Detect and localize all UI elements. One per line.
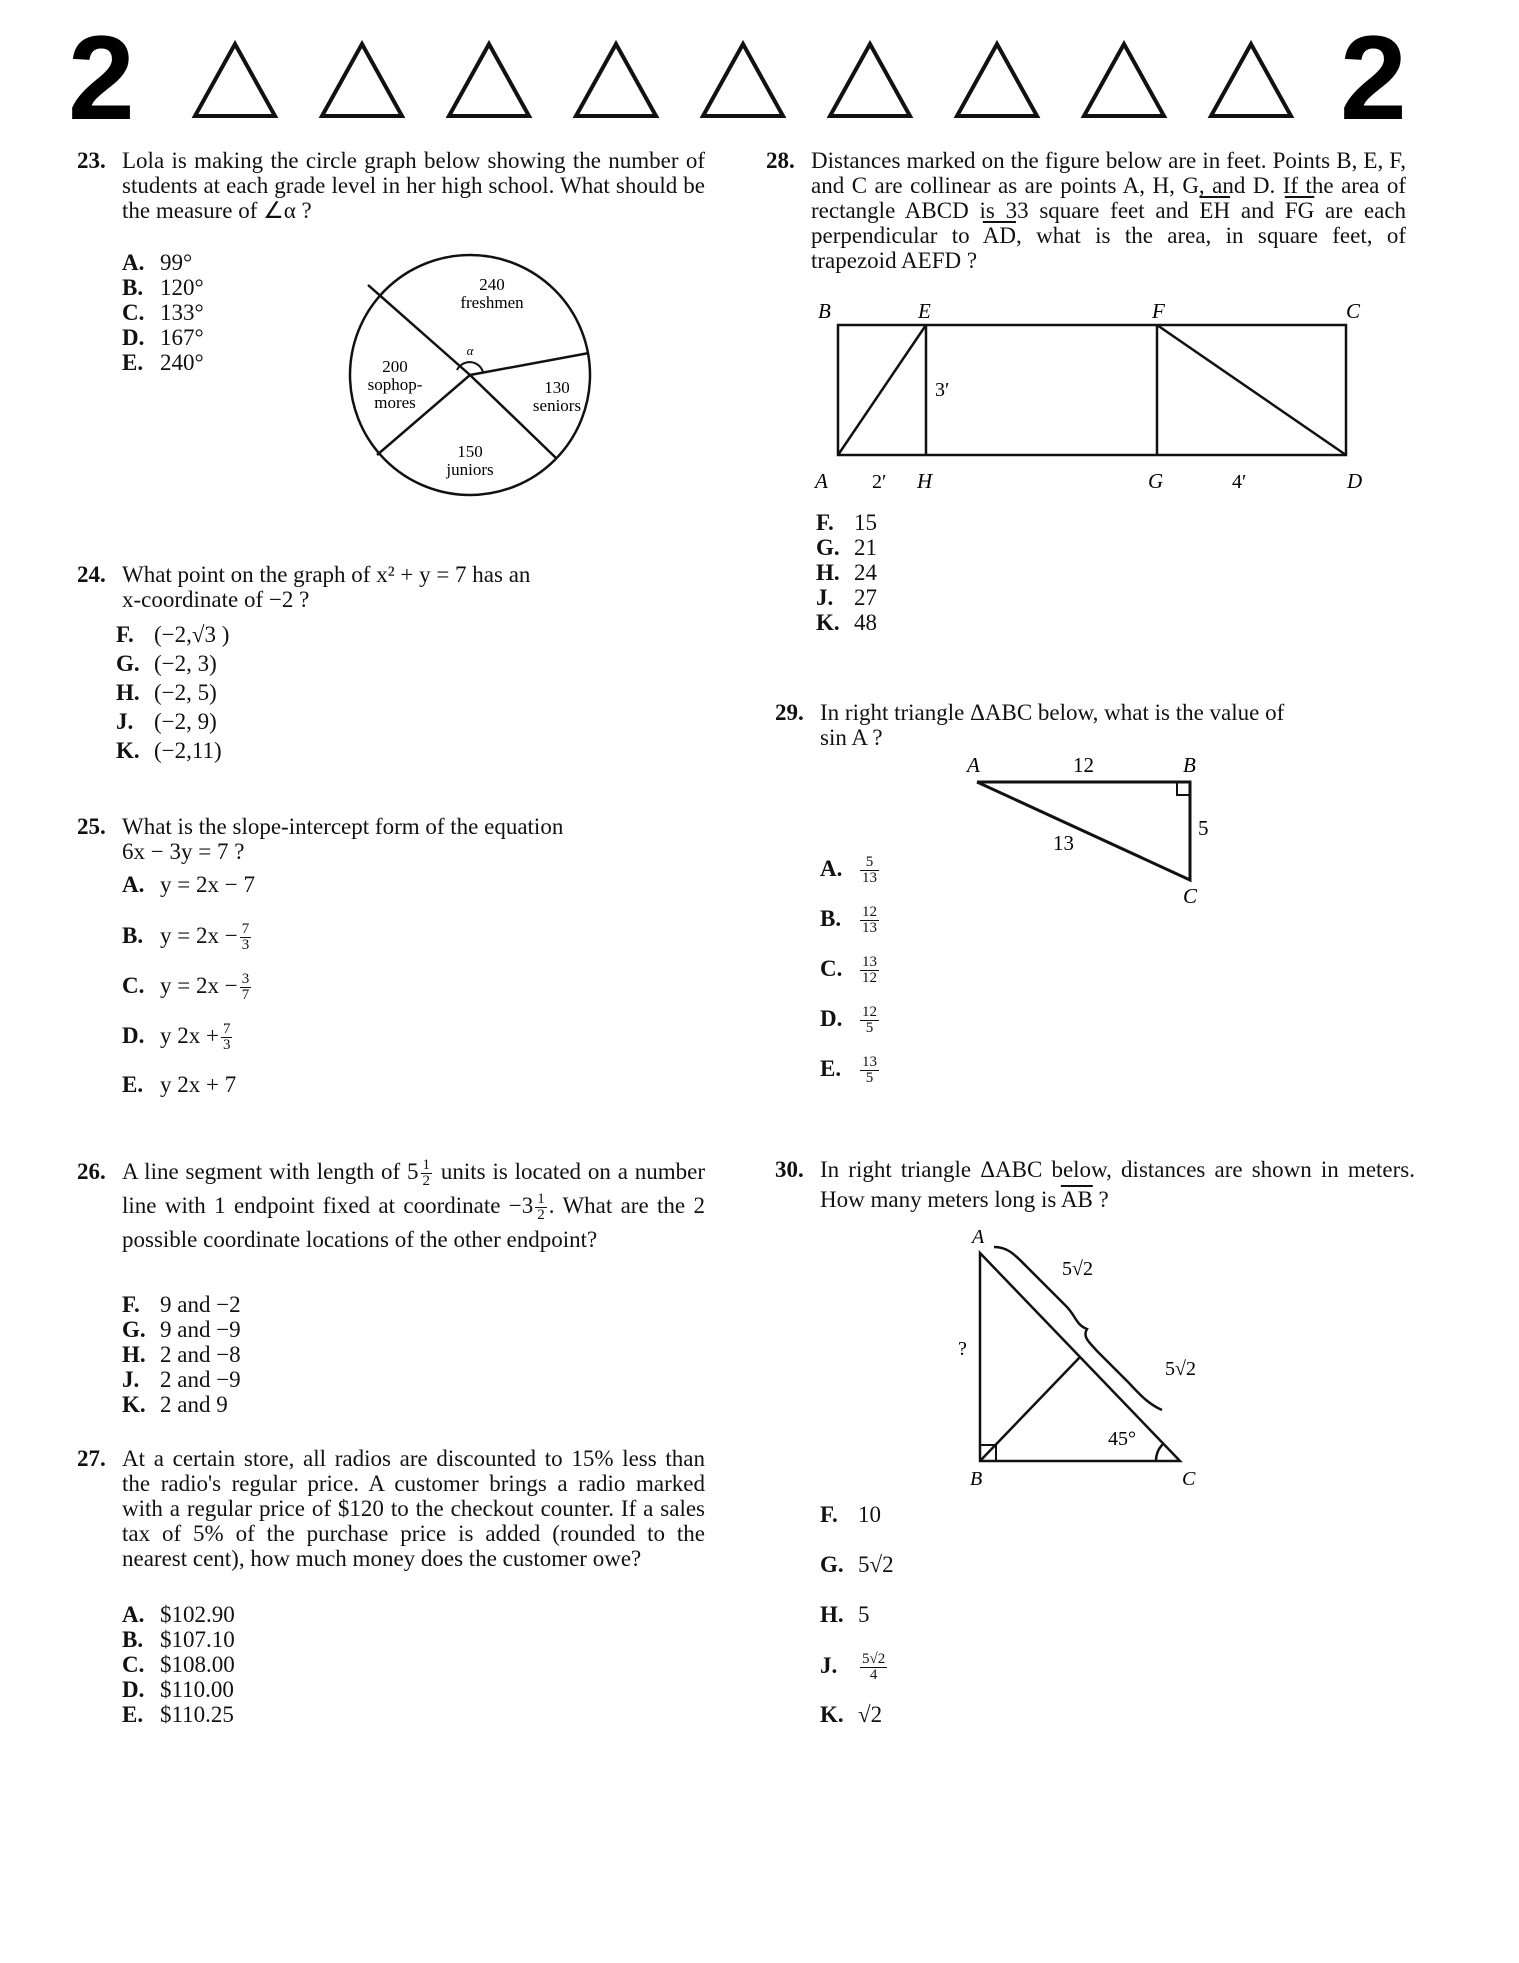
option[interactable]: A. $102.90 [122,1602,235,1627]
option[interactable]: E. y 2x + 7 [122,1072,237,1097]
triangle-icon [576,44,656,116]
question-number: 27. [77,1446,106,1471]
question-number: 23. [77,148,106,173]
length-ab: 12 [1073,753,1094,777]
option[interactable]: H. 2 and −8 [122,1342,241,1367]
seniors-label: seniors [532,396,582,415]
label-g: G [1148,469,1164,493]
option[interactable]: B. y = 2x − $\frac{7}{3}$ [122,921,250,953]
triangle-icon [1084,44,1164,116]
option[interactable]: C. 133° [122,300,204,325]
question-number: 24. [77,562,106,587]
option[interactable]: K. 2 and 9 [122,1392,228,1417]
label-a: A [967,753,980,777]
question-text: In right triangle ΔABC below, distances are shown in meters. How many meters long is $\overline{AB}$ ? [820,1157,1415,1212]
question-28 [766,148,1406,273]
label-c: C [1346,299,1361,323]
option[interactable]: B. $\frac{12}{13}$ [820,904,877,936]
option[interactable]: J. (−2, 9) [116,709,217,734]
question-number: 26. [77,1159,106,1184]
length-bc: 5 [1198,816,1209,840]
seniors-count: 130 [544,378,570,397]
option[interactable]: J. 27 [816,585,877,610]
question-29 [775,700,1415,750]
option[interactable]: H. 24 [816,560,877,585]
option[interactable]: C. y = 2x − $\frac{3}{7}$ [122,971,250,1003]
question-text: A line segment with length of 5 $\frac{1}{2}$ units is located on a number line with 1 endpoint fixed at coordinate −3 $\frac{1}{2}$ . What are the 2 possible coordinate locations of the other endpoint? [122,1157,705,1253]
label-d: D [1347,469,1363,493]
sophomores-count: 200 [382,357,408,376]
options-25 [122,872,255,1122]
option[interactable]: K. (−2,11) [116,738,222,763]
triangle-icon [449,44,529,116]
question-23 [77,148,705,223]
segment-length-1: 5√2 [1062,1258,1093,1280]
triangle-icon [703,44,783,116]
question-text-line-2: 6x − 3y = 7 ? [122,839,245,864]
question-number: 28. [766,148,795,173]
angle-alpha-label: α [466,343,474,358]
option[interactable]: D. $\frac{12}{5}$ [820,1004,877,1036]
juniors-label: juniors [446,460,494,479]
sophomores-label-2: mores [374,393,416,412]
option[interactable]: K. √2 [820,1702,883,1727]
question-25 [77,814,705,864]
options-29 [820,855,881,1105]
length-ac: 13 [1053,831,1074,855]
option[interactable]: H. 5 [820,1602,870,1627]
option[interactable]: F. 9 and −2 [122,1292,241,1317]
section-number-right: 2 [1340,11,1407,145]
triangle-figure-29 [955,745,1225,910]
question-text-line-1: What is the slope-intercept form of the equation [122,814,564,839]
option[interactable]: G. (−2, 3) [116,651,217,676]
sophomores-label-1: sophop- [367,375,423,394]
label-b: B [818,299,831,323]
option[interactable]: B. $107.10 [122,1627,235,1652]
option[interactable]: D. 167° [122,325,204,350]
length-eh: 3′ [935,379,950,401]
section-number-left: 2 [68,11,135,145]
label-f: F [1152,299,1165,323]
options-23 [122,250,204,375]
option[interactable]: F. 15 [816,510,877,535]
question-30 [775,1155,1415,1215]
label-b: B [970,1468,983,1490]
option[interactable]: F. (−2,√3 ) [116,622,230,647]
triangle-figure-30 [950,1225,1240,1495]
length-gd: 4′ [1232,471,1247,493]
option[interactable]: E. 240° [122,350,204,375]
question-27 [77,1446,705,1571]
length-ah: 2′ [872,471,887,493]
label-c: C [1182,1468,1196,1490]
freshmen-label: freshmen [460,293,524,312]
question-text-line-1: In right triangle ΔABC below, what is the value of [820,700,1285,725]
option[interactable]: A. 99° [122,250,193,275]
option[interactable]: C. $\frac{13}{12}$ [820,954,877,986]
option[interactable]: D. y 2x + $\frac{7}{3}$ [122,1021,231,1053]
option[interactable]: H. (−2, 5) [116,680,217,705]
option[interactable]: D. $110.00 [122,1677,234,1702]
option[interactable]: E. $\frac{13}{5}$ [820,1054,877,1086]
label-a: A [972,1226,985,1248]
question-24 [77,562,705,612]
question-26 [77,1155,705,1256]
question-text: Distances marked on the figure below are in feet. Points B, E, F, and C are collinear as are points A, H, G, and D. If the area of rectangle ABCD is 33 square feet and $\overline{EH}$ and $\overline{FG}$ are each perpendicular to $\overline{AD}$, what is the area, in square feet, of trapezoid AEFD ? [811,148,1407,273]
options-28 [816,510,877,635]
option[interactable]: G. 21 [816,535,877,560]
circle-graph [335,245,615,515]
option[interactable]: J. 2 and −9 [122,1367,241,1392]
triangle-icon [322,44,402,116]
options-30 [820,1502,894,1752]
triangle-icon [957,44,1037,116]
option[interactable]: G. 5√2 [820,1552,894,1577]
options-27 [122,1602,235,1727]
rectangle-figure [800,290,1380,500]
option[interactable]: G. 9 and −9 [122,1317,241,1342]
label-a: A [815,469,828,493]
freshmen-count: 240 [479,275,505,294]
juniors-count: 150 [457,442,483,461]
question-text-line-2: x-coordinate of −2 ? [122,587,310,612]
label-h: H [917,469,933,493]
question-number: 29. [775,700,804,725]
options-24 [116,620,229,765]
option[interactable]: F. 10 [820,1502,881,1527]
question-number: 30. [775,1157,804,1182]
header-triangles [190,38,1340,120]
option[interactable]: K. 48 [816,610,877,635]
label-e: E [918,299,931,323]
question-text: Lola is making the circle graph below showing the number of students at each grade level in her high school. What should be the measure of ∠α ? [122,148,705,223]
triangle-icon [830,44,910,116]
segment-length-2: 5√2 [1165,1358,1196,1380]
label-c: C [1183,884,1198,908]
option[interactable]: B. 120° [122,275,204,300]
triangle-icon [1211,44,1291,116]
option[interactable]: C. $108.00 [122,1652,235,1677]
question-text-line-2: sin A ? [820,725,883,750]
label-b: B [1183,753,1196,777]
triangle-icon [195,44,275,116]
question-text-line-1: What point on the graph of x² + y = 7 has an [122,562,531,587]
option[interactable]: E. $110.25 [122,1702,234,1727]
option[interactable]: A. $\frac{5}{13}$ [820,854,877,886]
option[interactable]: A. y = 2x − 7 [122,872,255,897]
options-26 [122,1292,241,1417]
unknown-length: ? [958,1338,967,1360]
question-number: 25. [77,814,106,839]
question-text: At a certain store, all radios are discounted to 15% less than the radio's regular price. A customer brings a radio marked with a regular price of $120 to the checkout counter. If a sales tax of 5% of the purchase price is added (rounded to the nearest cent), how much money does the customer owe? [122,1446,705,1571]
option[interactable]: J. $\frac{5√2}{4}$ [820,1651,886,1683]
angle-label: 45° [1108,1428,1136,1450]
